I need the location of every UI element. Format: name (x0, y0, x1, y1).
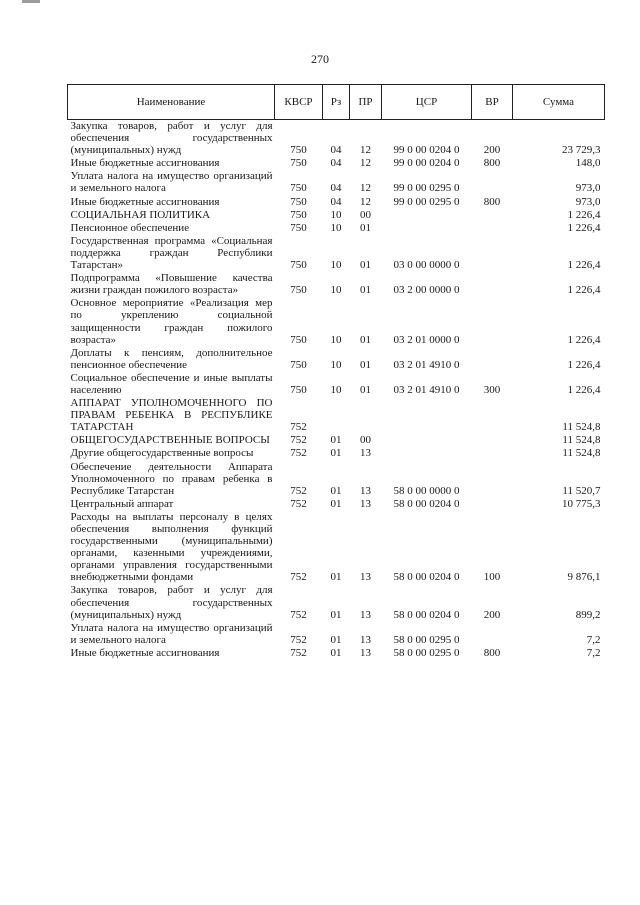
cell-name: Закупка товаров, работ и услуг для обеспечения государственных (муниципальных) нужд (70, 584, 273, 621)
cell-sum: 9 876,1 (567, 571, 601, 584)
scan-corner-mark (22, 0, 40, 3)
table-row (68, 647, 605, 660)
cell-kvsr: 750 (290, 144, 307, 157)
cell-name: Закупка товаров, работ и услуг для обеспечения государственных (муниципальных) нужд (70, 120, 273, 157)
cell-kvsr: 750 (290, 358, 307, 371)
cell-sum: 11 524,8 (562, 447, 601, 460)
table-row (68, 372, 605, 397)
cell-name: СОЦИАЛЬНАЯ ПОЛИТИКА (70, 208, 211, 221)
cell-csr (382, 447, 472, 460)
cell-kvsr: 750 (290, 182, 307, 195)
cell-kvsr: 750 (290, 208, 307, 221)
cell-pr: 00 (360, 208, 371, 221)
cell-vr: 300 (483, 383, 501, 396)
cell-sum: 1 226,4 (567, 221, 601, 234)
header-csr: ЦСР (382, 85, 472, 120)
table-row (68, 235, 605, 272)
cell-rz: 01 (330, 434, 342, 447)
cell-kvsr: 752 (290, 646, 307, 659)
cell-kvsr: 750 (290, 157, 307, 170)
cell-name: Государственная программа «Социальная поддержка граждан Республики Татарстан» (70, 234, 273, 272)
cell-vr (472, 498, 513, 511)
cell-csr: 03 0 00 0000 0 (393, 259, 460, 272)
cell-pr: 01 (360, 333, 371, 346)
cell-csr (382, 209, 472, 222)
cell-csr: 58 0 00 0204 0 (393, 608, 460, 621)
cell-kvsr: 752 (290, 571, 307, 584)
cell-csr: 58 0 00 0204 0 (393, 571, 460, 584)
cell-pr: 13 (360, 646, 371, 659)
cell-rz: 01 (330, 447, 342, 460)
cell-kvsr: 752 (290, 484, 307, 497)
cell-kvsr: 750 (290, 333, 307, 346)
cell-vr: 800 (483, 195, 501, 208)
table-header-row (68, 85, 605, 120)
cell-vr (472, 222, 513, 235)
cell-rz: 10 (330, 208, 342, 221)
cell-vr (472, 272, 513, 297)
cell-pr: 13 (360, 633, 371, 646)
cell-kvsr: 752 (290, 421, 307, 434)
cell-pr: 12 (360, 157, 371, 170)
cell-rz: 10 (330, 284, 342, 297)
table-row (68, 498, 605, 511)
cell-name: Другие общегосударственные вопросы (70, 447, 254, 460)
cell-csr: 58 0 00 0204 0 (393, 497, 460, 510)
cell-kvsr: 752 (290, 633, 307, 646)
cell-name: Основное мероприятие «Реализация мер по укреплению социальной защищенности граждан пожилого возраста» (70, 297, 273, 346)
cell-vr: 800 (483, 646, 501, 659)
cell-pr: 01 (360, 358, 371, 371)
table-row (68, 622, 605, 647)
cell-csr: 03 2 00 0000 0 (393, 284, 460, 297)
cell-sum: 11 524,8 (562, 434, 601, 447)
cell-pr: 01 (360, 221, 371, 234)
cell-rz: 10 (330, 259, 342, 272)
cell-sum: 23 729,3 (562, 144, 601, 157)
cell-pr: 13 (360, 447, 371, 460)
cell-csr (382, 397, 472, 434)
cell-csr: 58 0 00 0295 0 (393, 633, 460, 646)
cell-csr: 99 0 00 0204 0 (393, 144, 460, 157)
cell-pr: 13 (360, 608, 371, 621)
cell-name: Подпрограмма «Повышение качества жизни граждан пожилого возраста» (70, 272, 273, 297)
cell-csr: 99 0 00 0295 0 (393, 195, 460, 208)
cell-csr (382, 222, 472, 235)
cell-csr: 58 0 00 0000 0 (393, 484, 460, 497)
cell-name: Уплата налога на имущество организаций и земельного налога (70, 621, 273, 646)
cell-rz: 10 (330, 383, 342, 396)
cell-rz: 01 (330, 633, 342, 646)
cell-vr (472, 447, 513, 460)
table-row (68, 120, 605, 158)
cell-rz: 04 (330, 144, 342, 157)
cell-sum: 1 226,4 (567, 208, 601, 221)
header-rz: Рз (323, 85, 350, 120)
cell-pr: 13 (360, 484, 371, 497)
cell-kvsr: 750 (290, 221, 307, 234)
cell-sum: 899,2 (575, 608, 601, 621)
table-row (68, 461, 605, 498)
cell-kvsr: 750 (290, 284, 307, 297)
cell-vr: 800 (483, 157, 501, 170)
cell-pr: 13 (360, 571, 371, 584)
cell-pr: 13 (360, 497, 371, 510)
cell-vr (472, 347, 513, 372)
cell-sum: 7,2 (586, 633, 601, 646)
header-sum: Сумма (513, 85, 605, 120)
table-row (68, 297, 605, 346)
cell-pr: 01 (360, 259, 371, 272)
cell-rz: 04 (330, 182, 342, 195)
cell-name: Центральный аппарат (70, 497, 174, 510)
header-pr: ПР (350, 85, 382, 120)
cell-name: ОБЩЕГОСУДАРСТВЕННЫЕ ВОПРОСЫ (70, 434, 270, 447)
cell-sum: 7,2 (586, 646, 601, 659)
cell-csr: 99 0 00 0295 0 (393, 182, 460, 195)
cell-name: Иные бюджетные ассигнования (70, 157, 220, 170)
page-number: 270 (311, 52, 329, 66)
cell-pr: 12 (360, 144, 371, 157)
cell-sum: 1 226,4 (567, 358, 601, 371)
cell-csr: 58 0 00 0295 0 (393, 646, 460, 659)
cell-kvsr: 750 (290, 259, 307, 272)
cell-sum: 1 226,4 (567, 383, 601, 396)
cell-rz: 01 (330, 646, 342, 659)
cell-rz: 10 (330, 358, 342, 371)
table-row (68, 397, 605, 434)
cell-name: Пенсионное обеспечение (70, 221, 190, 234)
table-row (68, 209, 605, 222)
cell-pr: 12 (360, 182, 371, 195)
cell-vr (472, 397, 513, 434)
cell-name: АППАРАТ УПОЛНОМОЧЕННОГО ПО ПРАВАМ РЕБЕНКА В РЕСПУБЛИКЕ ТАТАРСТАН (70, 397, 273, 434)
cell-sum: 148,0 (575, 157, 601, 170)
cell-rz: 04 (330, 157, 342, 170)
budget-table (67, 84, 605, 660)
cell-rz: 01 (330, 571, 342, 584)
cell-rz (323, 397, 350, 434)
cell-name: Социальное обеспечение и иные выплаты населению (70, 371, 273, 396)
cell-vr (472, 622, 513, 647)
cell-rz: 01 (330, 497, 342, 510)
cell-vr (472, 434, 513, 447)
cell-kvsr: 752 (290, 447, 307, 460)
cell-name: Расходы на выплаты персоналу в целях обеспечения выполнения функций государственными (муниципальными) органами, казенными учреждениями, органами управления государственными внебюджетными фондами (70, 510, 273, 584)
cell-rz: 01 (330, 484, 342, 497)
table-row (68, 272, 605, 297)
cell-csr: 03 2 01 0000 0 (393, 333, 460, 346)
cell-vr (472, 297, 513, 346)
cell-vr (472, 461, 513, 498)
cell-pr (350, 397, 382, 434)
table-row (68, 196, 605, 209)
table-row (68, 157, 605, 170)
cell-sum: 1 226,4 (567, 284, 601, 297)
header-kvsr: КВСР (275, 85, 323, 120)
table-row (68, 434, 605, 447)
cell-name: Иные бюджетные ассигнования (70, 195, 220, 208)
cell-kvsr: 752 (290, 497, 307, 510)
cell-rz: 01 (330, 608, 342, 621)
cell-pr: 01 (360, 284, 371, 297)
cell-vr (472, 209, 513, 222)
cell-csr (382, 434, 472, 447)
cell-rz: 04 (330, 195, 342, 208)
table-row (68, 347, 605, 372)
cell-kvsr: 750 (290, 383, 307, 396)
cell-vr: 100 (483, 571, 501, 584)
cell-csr: 03 2 01 4910 0 (393, 358, 460, 371)
cell-kvsr: 752 (290, 434, 307, 447)
cell-sum: 973,0 (575, 195, 601, 208)
cell-csr: 99 0 00 0204 0 (393, 157, 460, 170)
cell-vr (472, 235, 513, 272)
header-vr: ВР (472, 85, 513, 120)
cell-csr: 03 2 01 4910 0 (393, 383, 460, 396)
cell-name: Обеспечение деятельности Аппарата Уполномоченного по правам ребенка в Республике Татарстан (70, 460, 273, 497)
table-row (68, 584, 605, 621)
cell-vr (472, 170, 513, 195)
cell-kvsr: 752 (290, 608, 307, 621)
cell-name: Уплата налога на имущество организаций и земельного налога (70, 170, 273, 195)
cell-vr: 200 (483, 144, 501, 157)
cell-sum: 973,0 (575, 182, 601, 195)
cell-vr: 200 (483, 608, 501, 621)
cell-pr: 01 (360, 383, 371, 396)
cell-name: Иные бюджетные ассигнования (70, 646, 220, 659)
cell-sum: 10 775,3 (562, 497, 601, 510)
table-row (68, 222, 605, 235)
table-row (68, 447, 605, 460)
cell-rz: 10 (330, 333, 342, 346)
table-row (68, 170, 605, 195)
header-name: Наименование (68, 85, 275, 120)
table-row (68, 511, 605, 585)
cell-pr: 00 (360, 434, 371, 447)
cell-kvsr: 750 (290, 195, 307, 208)
cell-name: Доплаты к пенсиям, дополнительное пенсионное обеспечение (70, 346, 273, 371)
cell-pr: 12 (360, 195, 371, 208)
table-body (68, 120, 605, 661)
cell-sum: 11 524,8 (562, 421, 601, 434)
cell-sum: 11 520,7 (562, 484, 601, 497)
cell-sum: 1 226,4 (567, 259, 601, 272)
cell-sum: 1 226,4 (567, 333, 601, 346)
cell-rz: 10 (330, 221, 342, 234)
